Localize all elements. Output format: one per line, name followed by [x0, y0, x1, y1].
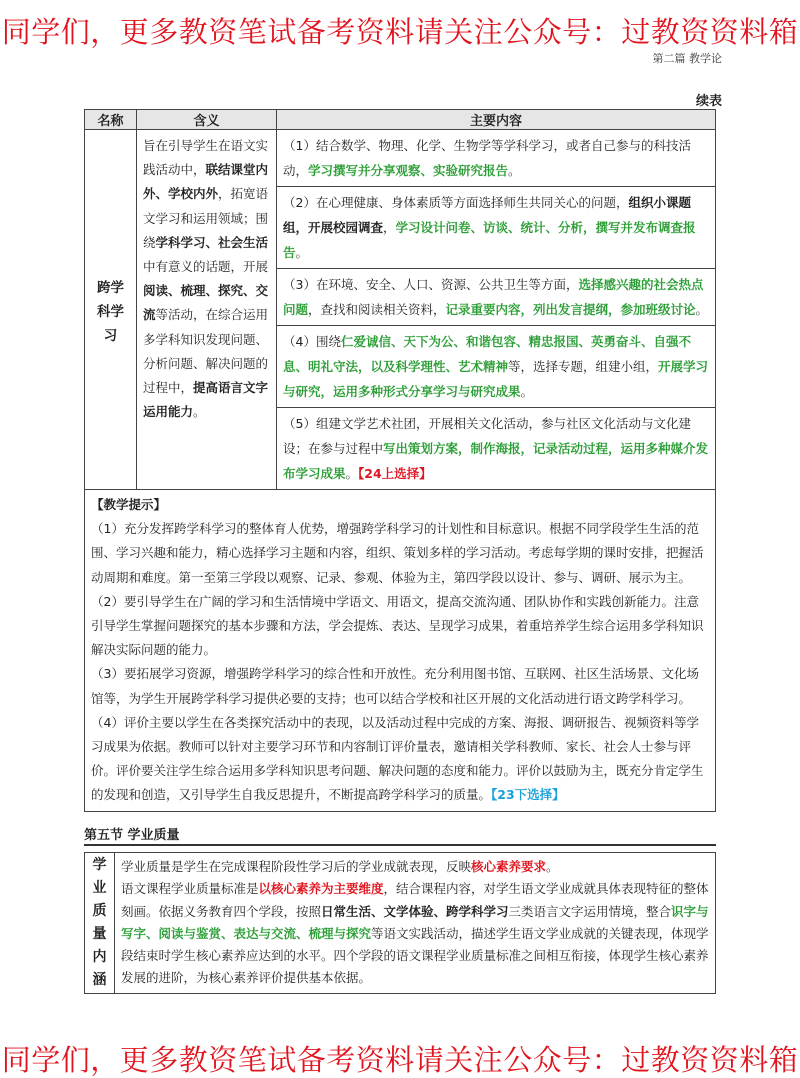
category-name-text: 跨学科学习	[97, 279, 124, 344]
header-meaning: 含义	[137, 110, 277, 130]
item-text: 。	[295, 245, 309, 260]
item-text: （3）在环境、安全、人口、资源、公共卫生等方面，	[283, 277, 579, 292]
promo-banner-top: 同学们，更多教资笔试备考资料请关注公众号：过教资资料箱	[1, 15, 799, 49]
item-highlight: 写出策划方案，制作海报，记录活动过程，运用多种媒介发布学习成果	[283, 441, 709, 481]
quality-highlight: 识字与写字、阅读与鉴赏、表达与交流、梳理与探究	[121, 903, 709, 941]
quality-label	[85, 853, 115, 994]
meaning-key-phrase: 提高语言文字运用能力	[143, 380, 269, 420]
quality-paragraph	[121, 878, 709, 989]
tips-title: 【教学提示】	[91, 497, 167, 512]
section-label: 第二篇 教学论	[652, 52, 722, 65]
continued-label: 续表	[695, 94, 722, 109]
quality-text: 语文课程学业质量标准是	[121, 881, 259, 897]
content-item-2	[277, 187, 716, 269]
item-text: 。	[345, 466, 359, 481]
item-text: 等，选择专题，组建小组，	[508, 359, 659, 374]
item-text: （2）在心理健康、身体素质等方面选择师生共同关心的问题，	[283, 195, 629, 210]
meaning-text: 。	[193, 404, 206, 420]
interdisciplinary-table	[84, 109, 716, 812]
quality-text: ，结合课程内容，对学生语文学业成就具体表现特征的整体刻画。依据义务教育四个学段，按照	[121, 881, 709, 919]
tip-text: （4）评价主要以学生在各类探究活动中的表现，以及活动过程中完成的方案、海报、调研报告、视频资料等学习成果为依据。教师可以针对主要学习环节和内容制订评价量表，邀请相关学科教师、家长、社会人士参与评价。评价要关注学生综合运用多学科知识思考问题、解决问题的态度和能力。评价以鼓励为主，既充分肯定学生的发现和创造，又引导学生自我反思提升，不断提高跨学科学习的质量。	[91, 714, 704, 803]
item-text: ，	[383, 220, 396, 235]
table-header-row	[85, 110, 716, 130]
tip-paragraph	[91, 711, 709, 808]
item-text: 。	[520, 384, 534, 399]
content-item-4	[277, 326, 716, 408]
content-item-5	[277, 408, 716, 490]
quality-highlight: 以核心素养为主要维度	[258, 881, 384, 897]
quality-paragraph	[121, 856, 709, 878]
meaning-text: 等活动，在综合运用多学科知识发现问题、分析问题、解决问题的过程中，	[143, 307, 269, 396]
quality-content	[115, 853, 716, 994]
item-text: （1）结合数学、物理、化学、生物学等学科学习，或者自己参与的科技活动，	[283, 138, 691, 178]
exam-tag: 【23下选择】	[491, 787, 565, 803]
promo-banner-bottom: 同学们，更多教资笔试备考资料请关注公众号：过教资资料箱	[1, 1043, 799, 1077]
teaching-tips	[85, 490, 716, 812]
meaning-text: ，拓宽语文学习和运用领域；围绕	[143, 186, 269, 250]
quality-text: 三类语言文字运用情境，整合	[508, 903, 672, 919]
item-highlight: 开展学习与研究，运用多种形式分享学习与研究成果	[283, 359, 709, 399]
item-highlight: 选择感兴趣的社会热点问题	[283, 277, 704, 317]
item-text: 。	[508, 163, 521, 178]
table-row	[85, 853, 716, 994]
section-divider	[84, 844, 716, 846]
category-name	[85, 130, 137, 490]
exam-tag: 【24上选择】	[358, 466, 432, 481]
table-row	[85, 130, 716, 187]
header-content: 主要内容	[277, 110, 716, 130]
content-item-3	[277, 269, 716, 326]
content-item-1	[277, 130, 716, 187]
tip-paragraph: （1）充分发挥跨学科学习的整体育人优势，增强跨学科学习的计划性和目标意识。根据不同学段学生生活的范围、学习兴趣和能力，精心选择学习主题和内容，组织、策划多样的学习活动。考虑每学期的课时安排，把握活动周期和难度。第一至第三学段以观察、记录、参观、体验为主，第四学段以设计、参与、调研、展示为主。	[91, 521, 704, 585]
tip-paragraph: （3）要拓展学习资源，增强跨学科学习的综合性和开放性。充分利用图书馆、互联网、社区生活场景、文化场馆等，为学生开展跨学科学习提供必要的支持；也可以结合学校和社区开展的文化活动进行语文跨学科学习。	[91, 666, 699, 706]
tips-row	[85, 490, 716, 812]
meaning-cell	[137, 130, 277, 490]
item-text: （4）围绕	[283, 334, 341, 349]
header-name: 名称	[85, 110, 137, 130]
item-text: ，查找和阅读相关资料，	[308, 302, 446, 317]
section-heading: 第五节 学业质量	[84, 828, 180, 843]
quality-table	[84, 852, 716, 994]
meaning-key-phrase: 学科学习、社会生活	[155, 234, 269, 250]
meaning-key-phrase: 联结课堂内外、学校内外	[143, 162, 269, 202]
item-highlight: 学习撰写并分享观察、实验研究报告	[308, 163, 509, 178]
quality-label-text: 学业质量内涵	[92, 856, 107, 988]
item-text: （5）组建文学艺术社团，开展相关文化活动，参与社区文化活动与文化建设；在参与过程中	[283, 416, 691, 456]
quality-text: 等语文实践活动，描述学生语文学业成就的关键表现，体现学段结束时学生核心素养应达到的水平。四个学段的语文课程学业质量标准之间相互衔接，体现学生核心素养发展的进阶，为核心素养评价提供基本依据。	[121, 925, 709, 986]
tip-paragraph: （2）要引导学生在广阔的学习和生活情境中学语文、用语文，提高交流沟通、团队协作和实践创新能力。注意引导学生掌握问题探究的基本步骤和方法，学会提炼、表达、呈现学习成果，着重培养学生综合运用多学科知识解决实际问题的能力。	[91, 593, 704, 658]
item-highlight: 学习设计问卷、访谈、统计、分析，撰写并发布调查报告	[283, 220, 696, 260]
meaning-key-phrase: 阅读、梳理、探究、交流	[143, 283, 269, 323]
quality-text: 学业质量是学生在完成课程阶段性学习后的学业成就表现，反映	[121, 859, 472, 874]
item-highlight: 仁爱诚信、天下为公、和谐包容、精忠报国、英勇奋斗、自强不息、明礼守法，以及科学理性、艺术精神	[283, 334, 691, 374]
quality-bold: 日常生活、文学体验、跨学科学习	[321, 903, 509, 919]
meaning-text: 旨在引导学生在语文实践活动中，	[143, 138, 269, 178]
item-text: 。	[695, 302, 709, 317]
item-bold: 组织小课题组，开展校园调查	[283, 195, 691, 235]
meaning-text: 中有意义的话题，开展	[143, 259, 269, 275]
quality-highlight: 核心素养要求	[471, 859, 547, 874]
item-highlight: 记录重要内容，列出发言提纲，参加班级讨论	[445, 302, 696, 317]
quality-text: 。	[546, 859, 559, 874]
